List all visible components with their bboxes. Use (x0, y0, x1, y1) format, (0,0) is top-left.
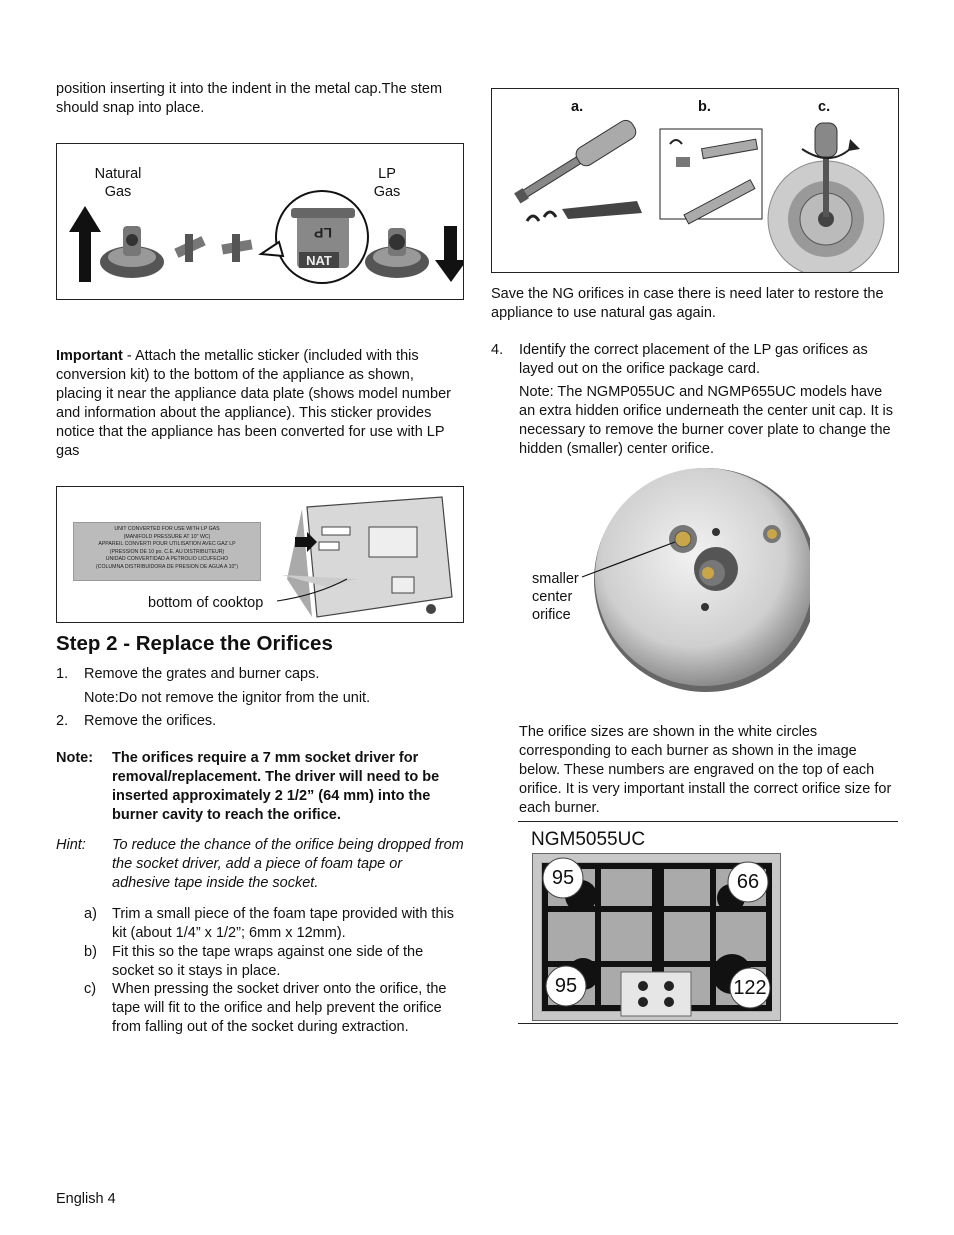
label-line: smaller (532, 571, 579, 587)
fig-label-b: b. (698, 99, 711, 115)
step-note (56, 689, 456, 708)
step-text: Note:Do not remove the ignitor from the unit. (84, 690, 371, 706)
important-label: Important (56, 348, 123, 364)
important-text: - Attach the metallic sticker (included with this conversion kit) to the bottom of the appliance as shown, placing it near the appliance data plate (shows model number and information about the appliance). This sticker provides notice that the appliance has been converted for use with LP gas (56, 348, 451, 459)
intro-paragraph: position inserting it into the indent in the metal cap.The stem should snap into place. (56, 81, 443, 116)
step-number: 1. (56, 666, 69, 682)
step-text: Identify the correct placement of the LP gas orifices as layed out on the orifice package card. (519, 342, 868, 377)
step-number: 2. (56, 713, 69, 729)
cooktop-orifice-map (532, 853, 781, 1021)
burner-cap-illustration (57, 144, 463, 299)
step-text: Remove the orifices. (84, 713, 217, 729)
natural-gas-label: Natural Gas (94, 166, 142, 200)
step-2-heading: Step 2 - Replace the Orifices (56, 632, 333, 655)
step-text: Remove the grates and burner caps. (84, 666, 320, 682)
fig-label-c: c. (818, 99, 831, 115)
sticker-line: UNIDAD CONVERTIDAD A PETROLIO LICUFECHO (105, 556, 229, 562)
divider (518, 821, 898, 822)
substep-item (84, 943, 464, 981)
down-arrow-icon (444, 226, 457, 264)
figure-orifice-tools (491, 88, 899, 273)
sticker-line: (MANIFOLD PRESSURE AT 10" WC) (123, 533, 211, 540)
bottom-of-cooktop-caption: bottom of cooktop (148, 595, 264, 611)
orifice-size-bottom-left: 95 (554, 975, 578, 997)
substep-item (84, 980, 464, 1056)
orifice-size-top-right: 66 (736, 871, 760, 893)
orifice-sizes-paragraph: The orifice sizes are shown in the white circles corresponding to each burner as shown in the image below. These numbers are engraved on the top of each orifice. It is very important install the correct orifice size for each burner. (519, 724, 892, 816)
figure-bottom-of-cooktop (56, 486, 464, 623)
page-footer: English 4 (56, 1191, 116, 1207)
socket-driver-icon (512, 117, 639, 207)
substep-letter: a) (84, 906, 97, 922)
note-label: Note: (56, 750, 94, 766)
substep-text: Fit this so the tape wraps against one side of the socket so it stays in place. (112, 944, 424, 979)
orifice-tools-illustration (492, 89, 898, 272)
sticker-line: APPAREIL CONVERTI POUR UTILISATION AVEC GAZ LP (98, 541, 236, 547)
note-text: The orifices require a 7 mm socket driver for removal/replacement. The driver will need to be inserted approximately 2 1/2” (64 mm) into the burner cavity to reach the orifice. (112, 750, 440, 823)
svg-text:LP: LP (314, 225, 332, 241)
hint-label: Hint: (56, 837, 86, 853)
step-4-item (491, 341, 901, 381)
step-number: 4. (491, 342, 504, 358)
substep-item (84, 905, 464, 943)
sticker-line: (COLUMNA DISTRIBUIDORA DE PRESION DE AGUA A 10") (96, 563, 238, 570)
lp-gas-label: LP Gas (373, 166, 401, 200)
substep-letter: b) (84, 944, 97, 960)
important-paragraph (56, 347, 458, 461)
orifice-size-top-left: 95 (551, 867, 575, 889)
figure-natural-lp-caps (56, 143, 464, 300)
up-arrow-icon (79, 226, 91, 282)
model-label: NGM5055UC (531, 829, 646, 850)
fig-label-a: a. (571, 99, 584, 115)
label-line: orifice (532, 607, 571, 623)
step-4-note: Note: The NGMP055UC and NGMP655UC models have an extra hidden orifice underneath the center unit cap. It is necessary to remove the burner cover plate to change the hidden (smaller) center orifice. (519, 384, 894, 457)
sticker-line: (PRESSION DE 10 po. C.E. AU DISTRIBUTEUR) (109, 548, 225, 555)
svg-text:NAT: NAT (306, 253, 332, 268)
smaller-center-orifice-label (532, 570, 579, 624)
sticker-line: UNIT CONVERTED FOR USE WITH LP GAS (114, 526, 220, 532)
divider (518, 1023, 898, 1024)
substep-text: Trim a small piece of the foam tape provided with this kit (about 1/4” x 1/2”; 6mm x 12mm). (112, 906, 454, 941)
label-line: center (532, 589, 573, 605)
orifice-size-bottom-right: 122 (733, 977, 767, 999)
substep-letter: c) (84, 981, 97, 997)
step-item (56, 712, 456, 731)
hint-text: To reduce the chance of the orifice being dropped from the socket driver, add a piece of foam tape or adhesive tape inside the socket. (112, 837, 464, 891)
save-orifices-paragraph: Save the NG orifices in case there is need later to restore the appliance to use natural gas again. (491, 286, 884, 321)
step-item (56, 665, 456, 684)
substep-text: When pressing the socket driver onto the orifice, the tape will fit to the orifice and help prevent the orifice from falling out of the socket during extraction. (112, 981, 447, 1035)
